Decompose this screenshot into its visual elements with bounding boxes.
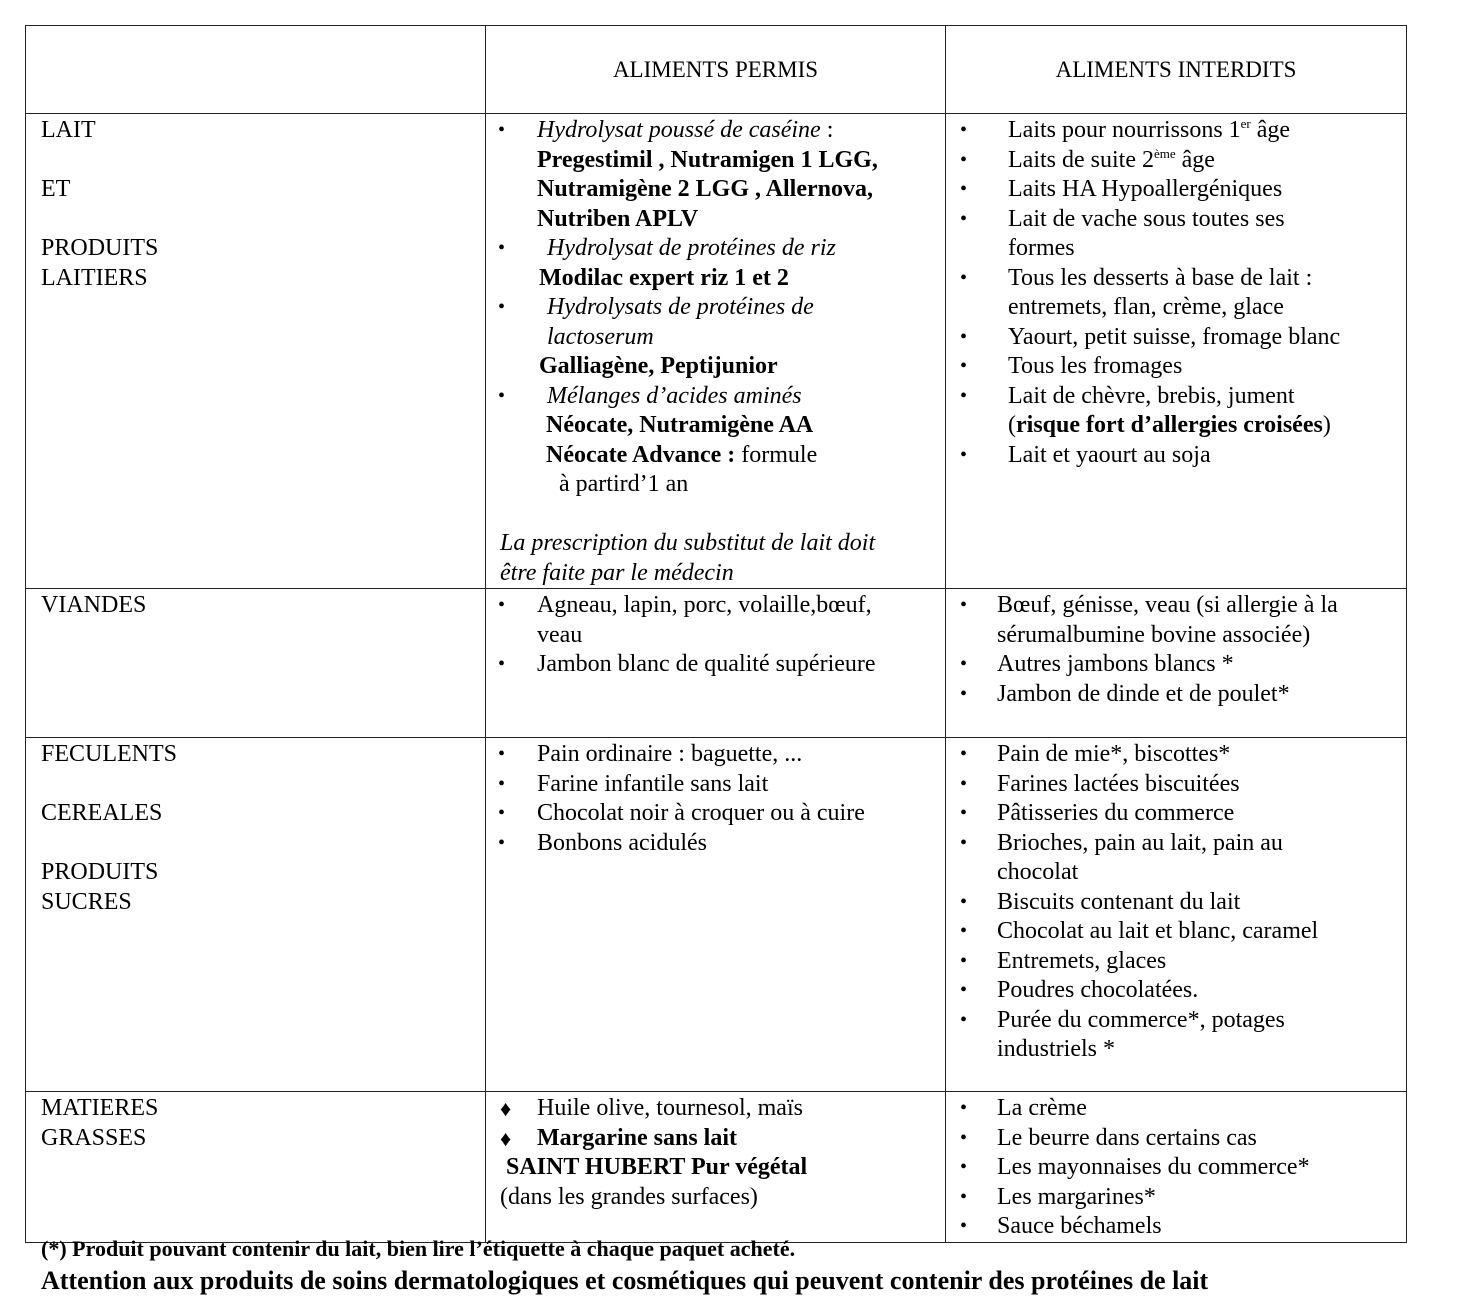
bullet-icon: • xyxy=(960,266,968,289)
bullet-icon: • xyxy=(498,594,506,616)
diamond-bullet-icon: ♦ xyxy=(500,1125,512,1151)
list-item: • Laits HA Hypoallergéniques xyxy=(946,175,1398,205)
list-item: ♦ Margarine sans lait xyxy=(486,1124,937,1154)
row-lait xyxy=(26,114,1407,589)
row-feculents xyxy=(26,738,1407,1092)
lait-interdits-list: • Laits pour nourrissons 1er âge • Laits de suite 2ème âge • Laits HA Hypoallergéniques • Lait de vache sous toutes ses formes • Tous les desserts à base de lait : entremets, flan, crème, glace • Yaourt, petit suisse, fromage blanc • Tous les fromages • Lait de chèvre, brebis, jument (risque fort d’allergies croisées) • Lait et yaourt au soja xyxy=(946,114,1406,470)
list-item: • Les margarines* xyxy=(946,1183,1398,1213)
bullet-icon: • xyxy=(960,743,968,765)
list-item: • Autres jambons blancs * xyxy=(946,650,1398,680)
bullet-icon: • xyxy=(960,325,968,348)
list-item: • Entremets, glaces xyxy=(946,947,1398,977)
list-item: • Farines lactées biscuitées xyxy=(946,770,1398,800)
list-item: • Pâtisseries du commerce xyxy=(946,799,1398,829)
list-item: • Hydrolysats de protéines de xyxy=(486,293,937,323)
feculents-permis-list xyxy=(486,738,945,858)
bullet-icon: • xyxy=(960,949,968,972)
bullet-icon: • xyxy=(498,772,506,795)
list-item: • Purée du commerce*, potages xyxy=(946,1006,1398,1036)
list-item: • Les mayonnaises du commerce* xyxy=(946,1153,1398,1183)
header-row xyxy=(26,26,1407,114)
bullet-icon: • xyxy=(498,831,506,854)
bullet-icon: • xyxy=(960,1008,968,1031)
bullet-icon: • xyxy=(960,772,968,795)
bullet-icon: • xyxy=(498,802,506,824)
row-matieres-grasses xyxy=(26,1092,1407,1243)
bullet-icon: • xyxy=(498,384,506,407)
category-label: ET xyxy=(41,176,71,202)
bullet-icon: • xyxy=(960,979,968,1001)
list-item: • Jambon blanc de qualité supérieure xyxy=(486,650,937,680)
bullet-icon: • xyxy=(960,178,968,200)
category-feculents xyxy=(26,738,485,917)
list-item: • Tous les fromages xyxy=(946,352,1398,382)
list-item: • Le beurre dans certains cas xyxy=(946,1124,1398,1154)
category-lait xyxy=(26,114,485,293)
list-item: • Lait de vache sous toutes ses xyxy=(946,205,1398,235)
bullet-icon: • xyxy=(498,653,506,675)
bullet-icon: • xyxy=(960,682,968,705)
list-item: • Sauce béchamels xyxy=(946,1212,1398,1242)
list-item: • Biscuits contenant du lait xyxy=(946,888,1398,918)
bullet-icon: • xyxy=(498,743,506,765)
bullet-icon: • xyxy=(960,802,968,824)
bullet-icon: • xyxy=(960,1097,968,1119)
list-item: • Jambon de dinde et de poulet* xyxy=(946,680,1398,710)
feculents-interdits-list: • Pain de mie*, biscottes* • Farines lactées biscuitées • Pâtisseries du commerce • Brioches, pain au lait, pain au chocolat • Biscuits contenant du lait • Chocolat au lait et blanc, caramel • Entremets, glaces • Poudres chocolatées. • Purée du commerce*, potages industriels * xyxy=(946,738,1406,1065)
header-interdits: ALIMENTS INTERDITS xyxy=(946,26,1407,114)
list-item: • Bonbons acidulés xyxy=(486,829,937,859)
lait-permis-list: • Hydrolysat poussé de caséine : Pregestimil , Nutramigen 1 LGG, Nutramigène 2 LGG , Allernova, Nutriben APLV • Hydrolysat de protéines de riz Modilac expert riz 1 et 2 • Hydrolysats de protéines de lactoserum Galliagène, Peptijunior • Mélanges d’acides aminés Néocate, Nutramigène AA Néocate Advance : formule à partird’1 an La prescription du substitut de lait doit être faite par le médecin xyxy=(486,114,945,588)
list-item: • Agneau, lapin, porc, volaille,bœuf, xyxy=(486,591,937,621)
bullet-icon: • xyxy=(960,1126,968,1149)
row-viandes xyxy=(26,589,1407,738)
bullet-icon: • xyxy=(960,1185,968,1208)
list-item: • Hydrolysat de protéines de riz xyxy=(486,234,937,264)
category-label: LAIT xyxy=(41,117,96,143)
list-item: • Mélanges d’acides aminés xyxy=(486,382,937,412)
bullet-icon: • xyxy=(960,1215,968,1237)
list-item: • Farine infantile sans lait xyxy=(486,770,937,800)
category-label: CEREALES xyxy=(41,800,163,826)
bullet-icon: • xyxy=(960,384,968,407)
bullet-icon: • xyxy=(960,920,968,942)
list-item: • Poudres chocolatées. xyxy=(946,976,1398,1006)
bullet-icon: • xyxy=(960,890,968,913)
viandes-interdits-list: • Bœuf, génisse, veau (si allergie à la sérumalbumine bovine associée) • Autres jambons blancs * • Jambon de dinde et de poulet* xyxy=(946,589,1406,709)
header-permis: ALIMENTS PERMIS xyxy=(486,26,946,114)
list-item: • Laits pour nourrissons 1er âge xyxy=(946,116,1398,146)
category-label: LAITIERS xyxy=(41,264,148,291)
diet-table xyxy=(25,25,1407,1243)
bullet-icon: • xyxy=(960,148,968,171)
prescription-note: La prescription du substitut de lait doit xyxy=(500,530,876,556)
category-label: VIANDES xyxy=(41,592,147,618)
list-item: • Chocolat au lait et blanc, caramel xyxy=(946,917,1398,947)
category-label: MATIERES xyxy=(41,1095,159,1121)
bullet-icon: • xyxy=(960,831,968,854)
matieres-permis-list: ♦ Huile olive, tournesol, maïs ♦ Margarine sans lait SAINT HUBERT Pur végétal (dans les grandes surfaces) xyxy=(486,1092,945,1212)
list-item: • Yaourt, petit suisse, fromage blanc xyxy=(946,323,1398,353)
list-item: • Brioches, pain au lait, pain au xyxy=(946,829,1398,859)
bullet-icon: • xyxy=(498,296,506,318)
category-label: PRODUITS xyxy=(41,859,159,885)
list-item: • Tous les desserts à base de lait : xyxy=(946,264,1398,294)
bullet-icon: • xyxy=(960,207,968,230)
list-item: • Chocolat noir à croquer ou à cuire xyxy=(486,799,937,829)
category-matieres xyxy=(26,1092,485,1153)
category-viandes xyxy=(26,589,485,621)
bullet-icon: • xyxy=(960,119,968,141)
bullet-icon: • xyxy=(960,653,968,675)
list-item: • La crème xyxy=(946,1094,1398,1124)
bullet-icon: • xyxy=(960,355,968,377)
list-item: • Lait et yaourt au soja xyxy=(946,441,1398,471)
list-item: • Laits de suite 2ème âge xyxy=(946,146,1398,176)
list-item: • Lait de chèvre, brebis, jument xyxy=(946,382,1398,412)
bullet-icon: • xyxy=(960,594,968,616)
viandes-permis-list: • Agneau, lapin, porc, volaille,bœuf, veau • Jambon blanc de qualité supérieure xyxy=(486,589,945,680)
bullet-icon: • xyxy=(960,443,968,466)
bullet-icon: • xyxy=(498,237,506,259)
category-label: SUCRES xyxy=(41,888,132,915)
diamond-bullet-icon: ♦ xyxy=(500,1096,512,1121)
list-item: • Pain ordinaire : baguette, ... xyxy=(486,740,937,770)
bullet-icon: • xyxy=(960,1156,968,1178)
bullet-icon: • xyxy=(498,119,506,141)
list-item: • Pain de mie*, biscottes* xyxy=(946,740,1398,770)
category-label: GRASSES xyxy=(41,1124,147,1151)
footnote-asterisk: (*) Produit pouvant contenir du lait, bien lire l’étiquette à chaque paquet acheté. xyxy=(41,1236,796,1261)
list-item: ♦ Huile olive, tournesol, maïs xyxy=(486,1094,937,1124)
matieres-interdits-list xyxy=(946,1092,1406,1242)
category-label: FECULENTS xyxy=(41,741,178,767)
category-label: PRODUITS xyxy=(41,235,159,261)
list-item: • Bœuf, génisse, veau (si allergie à la xyxy=(946,591,1398,621)
list-item: • Hydrolysat poussé de caséine : xyxy=(486,116,937,146)
header-blank-cell xyxy=(26,26,486,114)
footnote-warning: Attention aux produits de soins dermatologiques et cosmétiques qui peuvent contenir des protéines de lait xyxy=(41,1266,1209,1295)
